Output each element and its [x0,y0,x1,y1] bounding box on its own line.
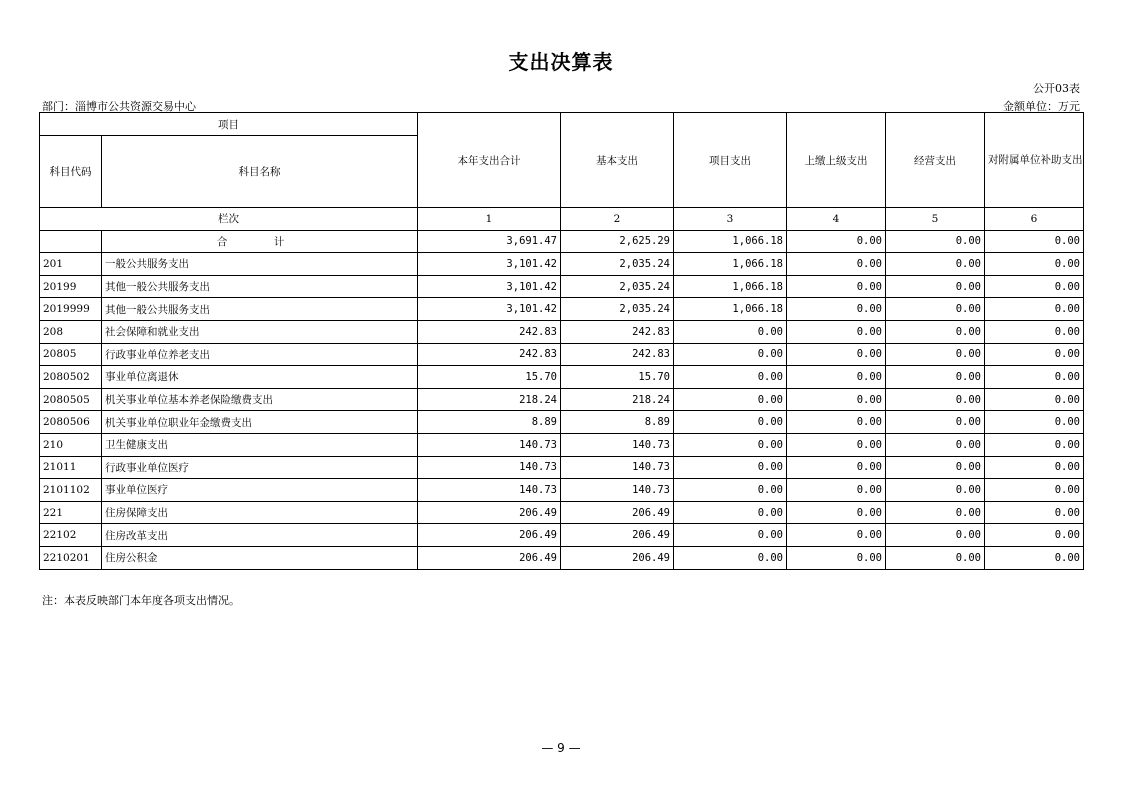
table-row [40,411,1084,434]
subject-name: 住房改革支出 [102,524,418,547]
header-col-index-label: 栏次 [40,208,418,231]
subject-name: 其他一般公共服务支出 [102,298,418,321]
amount-cell: 0.00 [985,275,1084,298]
header-col-basic: 基本支出 [561,113,674,208]
amount-cell: 0.00 [886,320,985,343]
subject-name: 一般公共服务支出 [102,253,418,276]
table-row [40,456,1084,479]
amount-cell: 0.00 [985,456,1084,479]
amount-cell: 0.00 [985,343,1084,366]
amount-cell: 0.00 [674,501,787,524]
subject-name: 行政事业单位养老支出 [102,343,418,366]
amount-cell: 206.49 [561,524,674,547]
amount-cell: 140.73 [561,456,674,479]
amount-cell: 0.00 [674,388,787,411]
amount-cell: 140.73 [418,433,561,456]
amount-cell: 2,035.24 [561,253,674,276]
header-name: 科目名称 [102,136,418,208]
amount-cell: 0.00 [787,433,886,456]
amount-cell: 0.00 [985,230,1084,253]
amount-cell: 0.00 [886,230,985,253]
table-row [40,546,1084,569]
amount-cell: 3,691.47 [418,230,561,253]
subject-code: 2080505 [40,388,102,411]
amount-cell: 0.00 [886,366,985,389]
col-number: 2 [561,208,674,231]
subject-name: 行政事业单位医疗 [102,456,418,479]
subject-code: 208 [40,320,102,343]
amount-cell: 140.73 [561,433,674,456]
col-number: 6 [985,208,1084,231]
amount-cell: 0.00 [886,298,985,321]
subject-code: 210 [40,433,102,456]
table-row [40,343,1084,366]
amount-cell: 0.00 [787,501,886,524]
subject-code: 2080502 [40,366,102,389]
subject-name: 合 计 [102,230,418,253]
amount-cell: 3,101.42 [418,298,561,321]
expenditure-table [39,112,1084,570]
header-col-project: 项目支出 [674,113,787,208]
amount-cell: 0.00 [985,320,1084,343]
amount-cell: 0.00 [985,298,1084,321]
subject-code [40,230,102,253]
amount-cell: 0.00 [787,320,886,343]
amount-cell: 0.00 [787,298,886,321]
amount-cell: 15.70 [561,366,674,389]
amount-cell: 2,035.24 [561,275,674,298]
amount-cell: 0.00 [674,343,787,366]
table-row [40,524,1084,547]
header-col-business: 经营支出 [886,113,985,208]
amount-cell: 0.00 [674,320,787,343]
table-row [40,320,1084,343]
amount-cell: 0.00 [674,366,787,389]
subject-name: 住房保障支出 [102,501,418,524]
col-number: 3 [674,208,787,231]
header-item: 项目 [40,113,418,136]
amount-cell: 0.00 [886,456,985,479]
amount-cell: 0.00 [787,546,886,569]
amount-cell: 0.00 [787,343,886,366]
amount-cell: 0.00 [787,524,886,547]
amount-cell: 0.00 [886,411,985,434]
subject-code: 22102 [40,524,102,547]
amount-cell: 0.00 [787,230,886,253]
amount-cell: 0.00 [787,253,886,276]
amount-cell: 0.00 [674,411,787,434]
amount-cell: 0.00 [787,411,886,434]
table-row [40,388,1084,411]
amount-cell: 218.24 [561,388,674,411]
amount-cell: 2,035.24 [561,298,674,321]
amount-cell: 0.00 [674,524,787,547]
amount-cell: 206.49 [418,524,561,547]
header-col-total: 本年支出合计 [418,113,561,208]
table-row [40,479,1084,502]
amount-cell: 0.00 [674,546,787,569]
amount-cell: 0.00 [787,456,886,479]
subject-name: 事业单位医疗 [102,479,418,502]
subject-name: 住房公积金 [102,546,418,569]
subject-code: 2019999 [40,298,102,321]
header-col-remit: 上缴上级支出 [787,113,886,208]
subject-name: 机关事业单位职业年金缴费支出 [102,411,418,434]
subject-name: 卫生健康支出 [102,433,418,456]
amount-cell: 0.00 [985,501,1084,524]
subject-name: 事业单位离退休 [102,366,418,389]
header-code: 科目代码 [40,136,102,208]
amount-cell: 242.83 [418,320,561,343]
amount-cell: 1,066.18 [674,298,787,321]
col-number: 5 [886,208,985,231]
amount-cell: 0.00 [985,433,1084,456]
subject-code: 2080506 [40,411,102,434]
amount-cell: 8.89 [561,411,674,434]
amount-cell: 140.73 [418,456,561,479]
subject-code: 221 [40,501,102,524]
table-row [40,298,1084,321]
amount-cell: 0.00 [886,275,985,298]
table-row [40,253,1084,276]
amount-cell: 0.00 [985,411,1084,434]
page-number: — 9 — [541,741,581,755]
subject-code: 20805 [40,343,102,366]
amount-cell: 0.00 [886,343,985,366]
amount-cell: 140.73 [561,479,674,502]
amount-cell: 1,066.18 [674,253,787,276]
amount-cell: 242.83 [561,343,674,366]
subject-name: 其他一般公共服务支出 [102,275,418,298]
subject-code: 2210201 [40,546,102,569]
amount-cell: 15.70 [418,366,561,389]
amount-cell: 0.00 [886,253,985,276]
amount-cell: 0.00 [985,388,1084,411]
amount-cell: 0.00 [886,388,985,411]
amount-cell: 1,066.18 [674,230,787,253]
col-number: 1 [418,208,561,231]
amount-cell: 0.00 [674,456,787,479]
amount-cell: 206.49 [561,501,674,524]
total-row [40,230,1084,253]
subject-code: 21011 [40,456,102,479]
amount-cell: 0.00 [985,253,1084,276]
amount-cell: 206.49 [418,501,561,524]
table-row [40,366,1084,389]
amount-cell: 0.00 [886,501,985,524]
amount-cell: 206.49 [561,546,674,569]
amount-cell: 242.83 [418,343,561,366]
amount-cell: 0.00 [985,524,1084,547]
subject-name: 机关事业单位基本养老保险缴费支出 [102,388,418,411]
col-number: 4 [787,208,886,231]
amount-cell: 242.83 [561,320,674,343]
header-col-subsidy: 对附属单位补助支出 [985,113,1084,208]
amount-cell: 0.00 [985,546,1084,569]
subject-code: 2101102 [40,479,102,502]
amount-cell: 218.24 [418,388,561,411]
amount-cell: 2,625.29 [561,230,674,253]
amount-cell: 0.00 [886,479,985,502]
amount-cell: 8.89 [418,411,561,434]
department-label: 部门：淄博市公共资源交易中心 [42,100,196,113]
table-row [40,275,1084,298]
subject-code: 20199 [40,275,102,298]
amount-unit-label: 金额单位：万元 [1003,100,1080,113]
amount-cell: 0.00 [787,388,886,411]
amount-cell: 140.73 [418,479,561,502]
amount-cell: 0.00 [787,366,886,389]
amount-cell: 0.00 [886,433,985,456]
amount-cell: 0.00 [674,479,787,502]
table-row [40,501,1084,524]
amount-cell: 0.00 [985,479,1084,502]
amount-cell: 3,101.42 [418,275,561,298]
subject-code: 201 [40,253,102,276]
amount-cell: 0.00 [886,546,985,569]
amount-cell: 3,101.42 [418,253,561,276]
subject-name: 社会保障和就业支出 [102,320,418,343]
amount-cell: 0.00 [674,433,787,456]
table-row [40,433,1084,456]
amount-cell: 0.00 [985,366,1084,389]
amount-cell: 0.00 [787,479,886,502]
amount-cell: 0.00 [886,524,985,547]
amount-cell: 206.49 [418,546,561,569]
form-code: 公开03表 [1033,82,1080,95]
table-note: 注：本表反映部门本年度各项支出情况。 [42,594,240,607]
page-title: 支出决算表 [508,50,614,74]
amount-cell: 0.00 [787,275,886,298]
amount-cell: 1,066.18 [674,275,787,298]
